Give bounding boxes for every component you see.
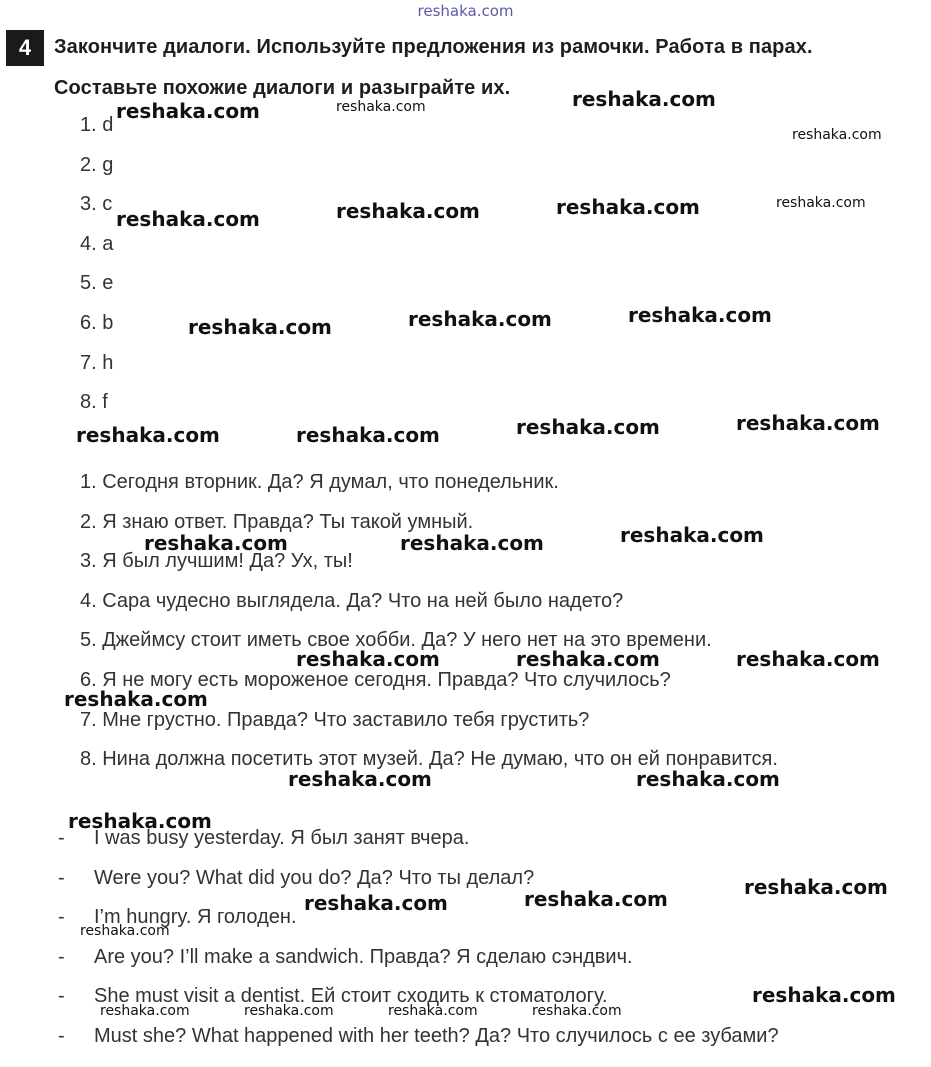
site-watermark: reshaka.com xyxy=(144,531,288,555)
site-watermark: reshaka.com xyxy=(620,523,764,547)
example-dialog xyxy=(58,827,779,1065)
exercise-number-badge: 4 xyxy=(6,30,44,66)
site-watermark: reshaka.com xyxy=(64,687,208,711)
sentence-item: 1. Сегодня вторник. Да? Я думал, что понедельник. xyxy=(80,471,559,493)
site-watermark: reshaka.com xyxy=(388,1003,478,1019)
dialog-line xyxy=(58,985,779,1025)
sentence-item: 5. Джеймсу стоит иметь свое хобби. Да? У него нет на это времени. xyxy=(80,629,712,652)
site-watermark: reshaka.com xyxy=(628,303,772,327)
site-watermark: reshaka.com xyxy=(116,207,260,231)
dialog-text: Must she? What happened with her teeth? Да? Что случилось с ее зубами? xyxy=(94,1024,779,1047)
site-watermark: reshaka.com xyxy=(736,411,880,435)
site-watermark: reshaka.com xyxy=(636,767,780,791)
site-watermark: reshaka.com xyxy=(296,647,440,671)
dialog-text: Were you? What did you do? Да? Что ты делал? xyxy=(94,866,535,889)
dialog-line xyxy=(58,906,779,946)
site-watermark: reshaka.com xyxy=(516,415,660,439)
site-watermark: reshaka.com xyxy=(752,983,896,1007)
site-watermark: reshaka.com xyxy=(296,423,440,447)
sentence-item: 7. Мне грустно. Правда? Что заставило тебя грустить? xyxy=(80,708,590,731)
site-watermark: reshaka.com xyxy=(244,1003,334,1019)
translated-sentences-list xyxy=(80,471,778,788)
site-watermark: reshaka.com xyxy=(792,127,882,143)
site-watermark: reshaka.com xyxy=(188,315,332,339)
sentence-item: 2. Я знаю ответ. Правда? Ты такой умный. xyxy=(80,510,474,533)
site-watermark: reshaka.com xyxy=(100,1003,190,1019)
dialog-dash: - xyxy=(58,945,65,968)
exercise-heading-line2: Составьте похожие диалоги и разыграйте их. xyxy=(54,77,511,99)
dialog-text: I was busy yesterday. Я был занят вчера. xyxy=(94,827,470,849)
site-watermark: reshaka.com xyxy=(336,99,426,115)
site-watermark: reshaka.com xyxy=(68,809,212,833)
site-header-watermark: reshaka.com xyxy=(417,2,514,20)
site-watermark: reshaka.com xyxy=(776,195,866,211)
answer-item: 8. f xyxy=(80,391,108,414)
site-watermark: reshaka.com xyxy=(516,647,660,671)
site-watermark: reshaka.com xyxy=(304,891,448,915)
site-watermark: reshaka.com xyxy=(524,887,668,911)
dialog-text: I’m hungry. Я голоден. xyxy=(94,906,297,929)
dialog-dash: - xyxy=(58,906,65,929)
dialog-line xyxy=(58,867,779,907)
dialog-dash: - xyxy=(58,827,65,849)
site-watermark: reshaka.com xyxy=(80,923,170,939)
sentence-item: 6. Я не могу есть мороженое сегодня. Правда? Что случилось? xyxy=(80,668,671,691)
site-watermark: reshaka.com xyxy=(116,99,260,123)
answer-item: 3. c xyxy=(80,193,113,216)
site-watermark: reshaka.com xyxy=(336,199,480,223)
site-watermark: reshaka.com xyxy=(572,87,716,111)
site-watermark: reshaka.com xyxy=(400,531,544,555)
answer-item: 4. a xyxy=(80,232,114,255)
dialog-dash: - xyxy=(58,985,65,1008)
site-watermark: reshaka.com xyxy=(744,875,888,899)
answer-item: 2. g xyxy=(80,153,114,176)
answer-item: 7. h xyxy=(80,351,114,374)
sentence-item: 3. Я был лучшим! Да? Ух, ты! xyxy=(80,550,353,573)
site-watermark: reshaka.com xyxy=(556,195,700,219)
site-watermark: reshaka.com xyxy=(76,423,220,447)
dialog-text: She must visit a dentist. Ей стоит сходить к стоматологу. xyxy=(94,985,608,1008)
sentence-item: 4. Сара чудесно выглядела. Да? Что на ней было надето? xyxy=(80,589,624,612)
answer-item: 1. d xyxy=(80,114,114,136)
dialog-dash: - xyxy=(58,866,65,889)
answer-list xyxy=(80,114,113,431)
dialog-line xyxy=(58,827,779,867)
dialog-dash: - xyxy=(58,1024,65,1047)
site-watermark: reshaka.com xyxy=(288,767,432,791)
dialog-line xyxy=(58,1025,779,1065)
site-watermark: reshaka.com xyxy=(408,307,552,331)
site-watermark: reshaka.com xyxy=(736,647,880,671)
sentence-item: 8. Нина должна посетить этот музей. Да? Не думаю, что он ей понравится. xyxy=(80,748,778,771)
exercise-heading-line1: Закончите диалоги. Используйте предложения из рамочки. Работа в парах. xyxy=(54,36,813,58)
site-watermark: reshaka.com xyxy=(532,1003,622,1019)
answer-item: 5. e xyxy=(80,272,114,295)
dialog-line xyxy=(58,946,779,986)
dialog-text: Are you? I’ll make a sandwich. Правда? Я сделаю сэндвич. xyxy=(94,945,633,968)
answer-item: 6. b xyxy=(80,311,114,334)
